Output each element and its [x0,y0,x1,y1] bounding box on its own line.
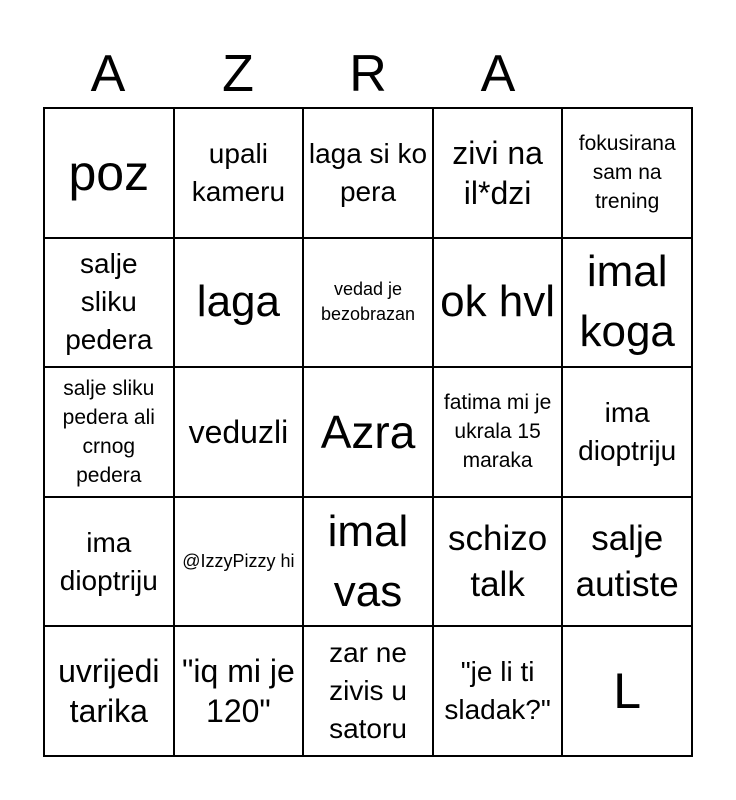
cell-text: "je li ti sladak?" [444,656,551,726]
bingo-cell-r3c5[interactable] [562,367,692,497]
bingo-cell-r2c4[interactable] [433,238,563,368]
cell-text: salje sliku pedera ali crnog pedera [62,376,155,487]
bingo-cell-r1c2[interactable] [174,108,304,238]
bingo-cell-r1c4[interactable] [433,108,563,238]
cell-text: imal vas [327,506,409,616]
cell-text: upali kameru [191,137,286,207]
bingo-cell-r4c1[interactable] [44,497,174,627]
cell-text: Azra [320,405,416,458]
cell-text: fokusirana sam na trening [578,132,676,214]
header-letter-2: Z [222,45,254,103]
bingo-cell-r2c5[interactable] [562,238,692,368]
bingo-cell-r2c3[interactable] [303,238,433,368]
cell-text: laga si ko pera [308,137,428,207]
cell-text: uvrijedi tarika [58,653,160,730]
bingo-cell-r3c4[interactable] [433,367,563,497]
cell-text: laga [196,277,280,327]
bingo-cell-r3c3[interactable] [303,367,433,497]
cell-text: @IzzyPizzy hi [182,551,295,572]
cell-text: imal koga [579,247,675,357]
cell-text: L [613,663,642,720]
bingo-cell-r4c3[interactable] [303,497,433,627]
bingo-cell-r1c5[interactable] [562,108,692,238]
cell-text: salje autiste [575,518,679,604]
bingo-cell-r3c1[interactable] [44,367,174,497]
header-letter-3: R [349,45,387,103]
bingo-board [43,107,693,757]
bingo-cell-r5c1[interactable] [44,626,174,756]
bingo-cell-r2c2[interactable] [174,238,304,368]
bingo-cell-r4c4[interactable] [433,497,563,627]
header-letter-4: A [480,45,516,103]
bingo-cell-r4c2[interactable] [174,497,304,627]
cell-text: fatima mi je ukrala 15 maraka [443,391,552,473]
cell-text: zar ne zivis u satoru [329,637,407,745]
cell-text: ima dioptriju [578,396,677,466]
bingo-cell-r5c4[interactable] [433,626,563,756]
cell-text: poz [68,144,150,201]
header-letter-1: A [90,45,126,103]
cell-text: vedad je bezobrazan [320,279,416,325]
bingo-cell-r2c1[interactable] [44,238,174,368]
cell-text: ima dioptriju [59,526,158,596]
cell-text: salje sliku pedera [65,248,153,356]
bingo-cell-r3c2[interactable] [174,367,304,497]
bingo-cell-r5c2[interactable] [174,626,304,756]
cell-text: ok hvl [440,277,556,327]
bingo-cell-r5c5[interactable] [562,626,692,756]
cell-text: veduzli [188,413,289,450]
bingo-cell-r5c3[interactable] [303,626,433,756]
cell-text: schizo talk [447,518,548,604]
bingo-header [43,40,693,108]
bingo-cell-r4c5[interactable] [562,497,692,627]
cell-text: "iq mi je 120" [182,653,295,730]
bingo-cell-r1c1[interactable] [44,108,174,238]
bingo-cell-r1c3[interactable] [303,108,433,238]
cell-text: zivi na il*dzi [452,134,543,211]
